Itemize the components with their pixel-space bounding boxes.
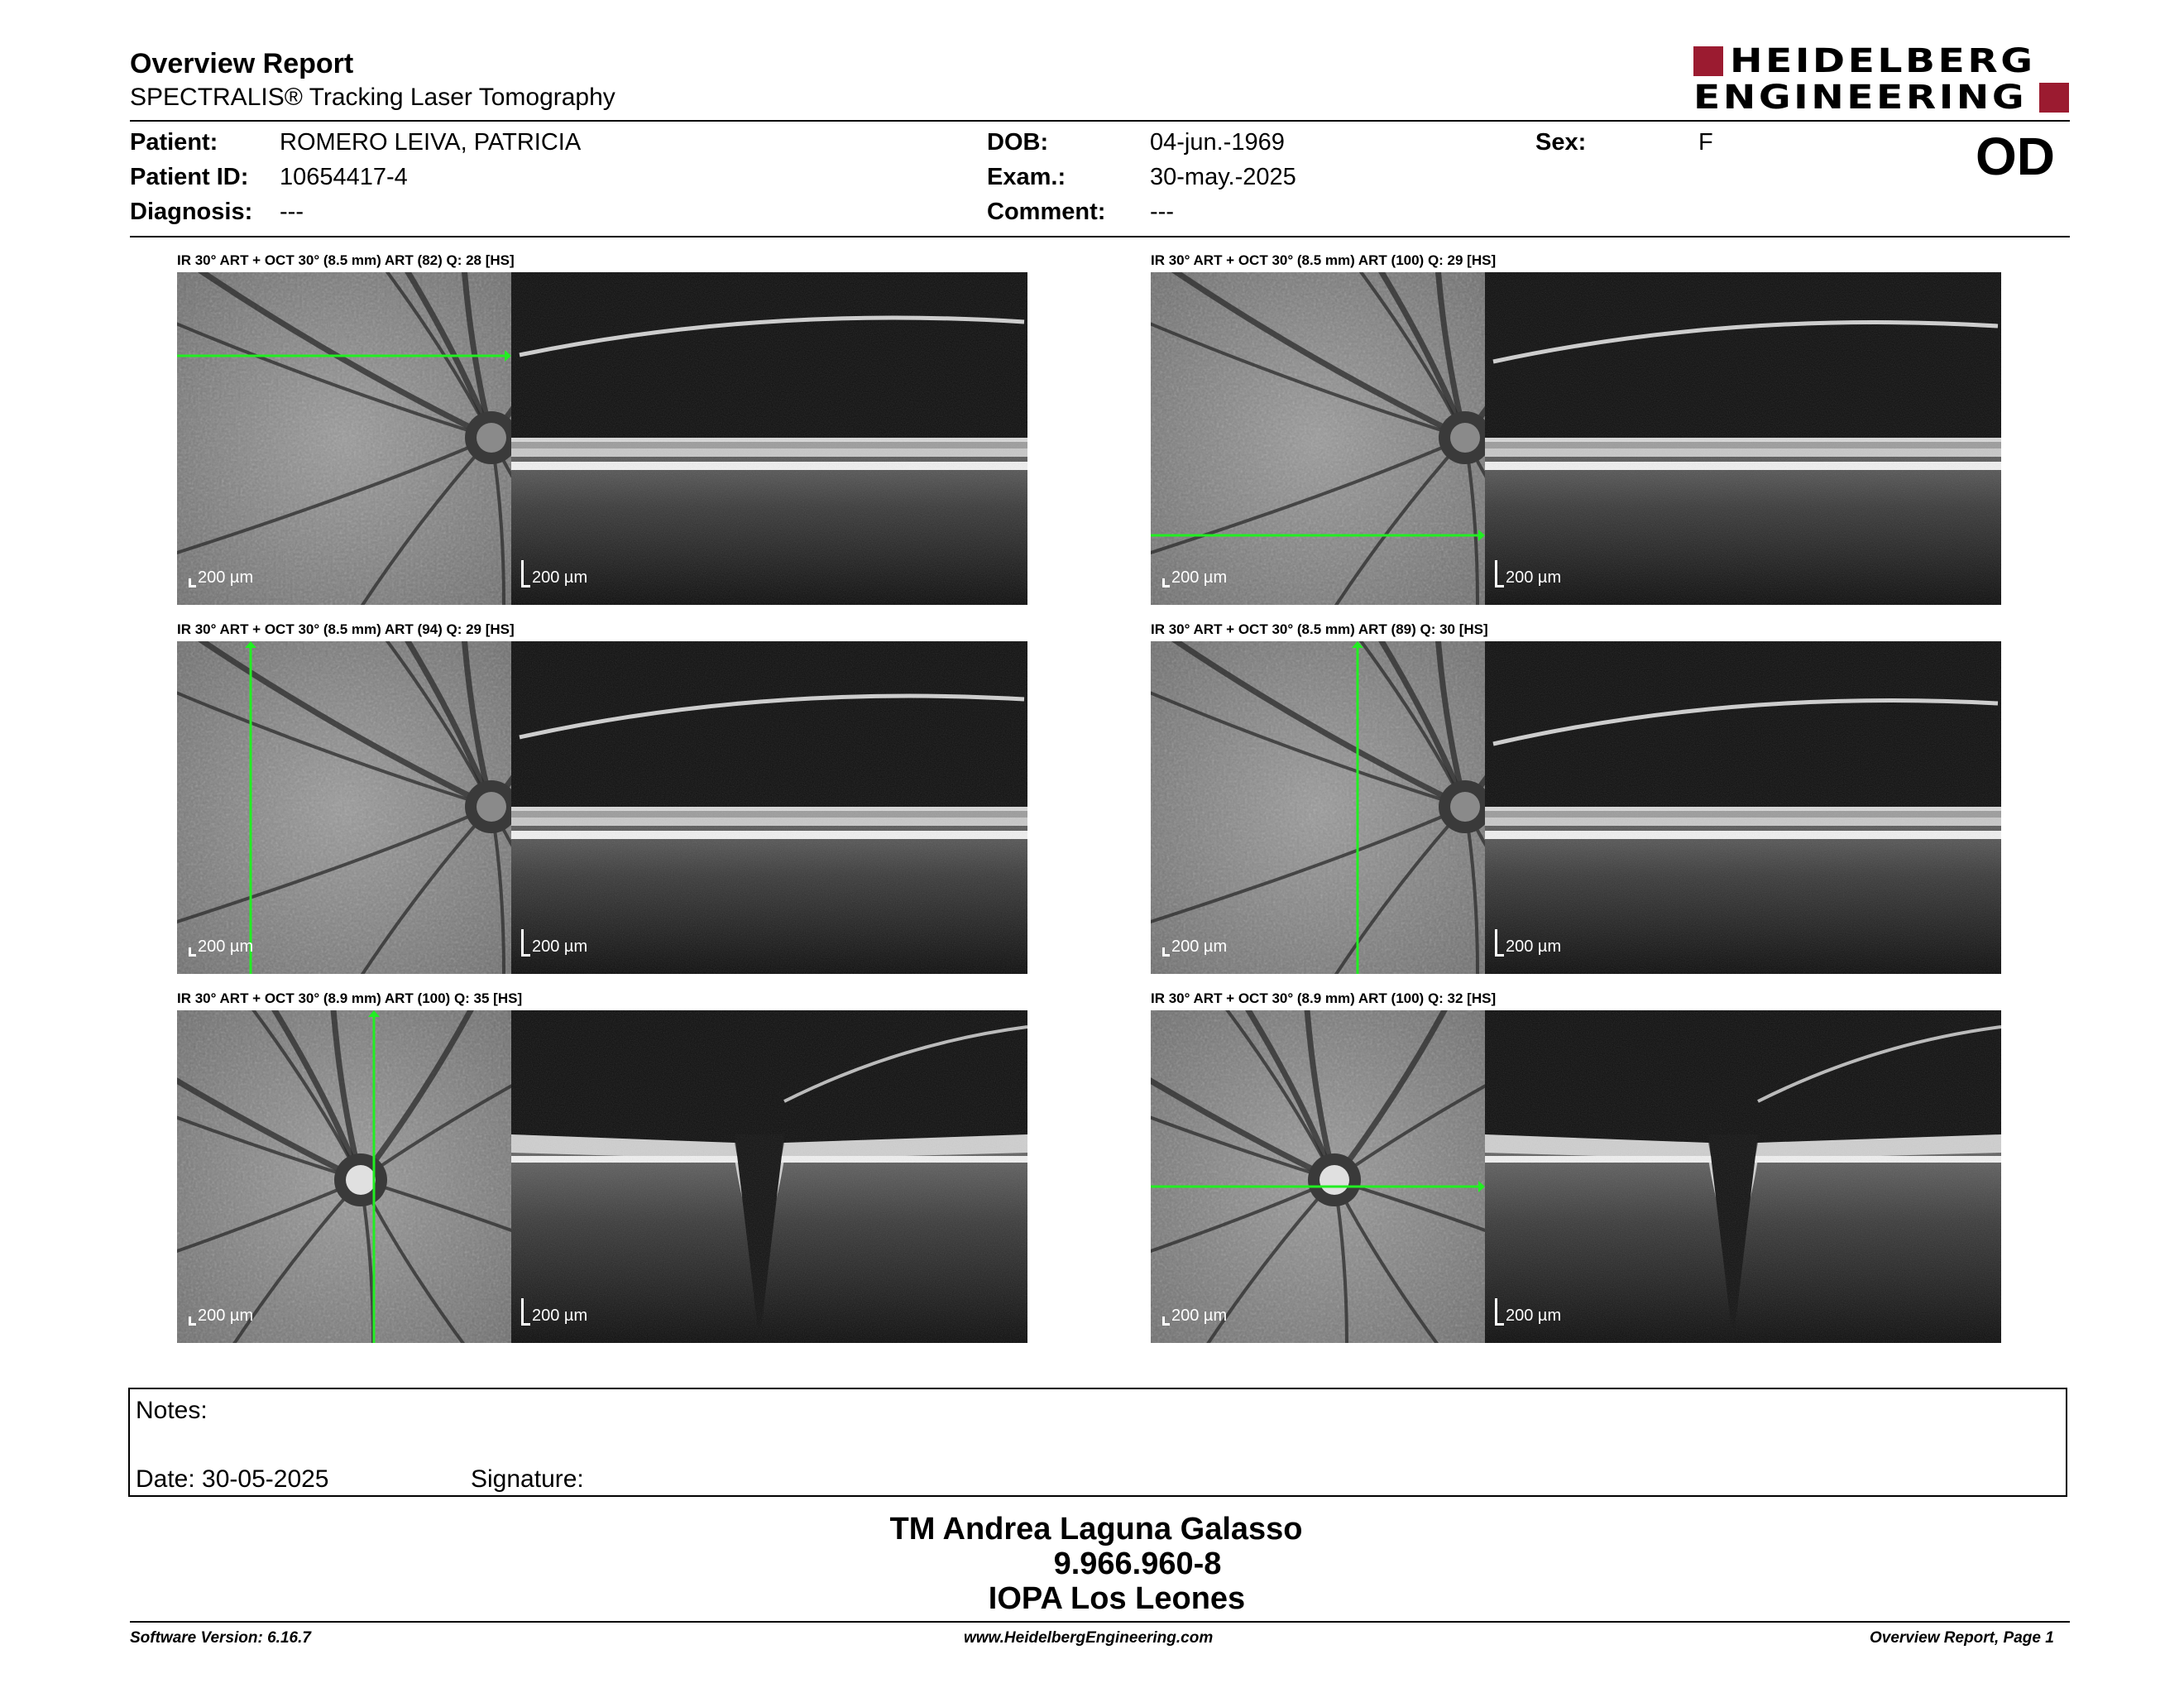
oct-bscan-image <box>511 641 1027 974</box>
ir-scale-label: 200 µm <box>198 938 254 956</box>
scan-caption: IR 30° ART + OCT 30° (8.5 mm) ART (82) Q: 28 [HS] <box>177 252 515 268</box>
exam-label: Exam.: <box>987 164 1066 190</box>
diagnosis-value: --- <box>280 199 304 225</box>
dob-value: 04-jun.-1969 <box>1150 129 1285 156</box>
logo-line-2: ENGINEERING <box>1693 79 2028 117</box>
scan-caption: IR 30° ART + OCT 30° (8.9 mm) ART (100) Q: 35 [HS] <box>177 990 523 1006</box>
ir-scale-bar <box>1162 568 1227 587</box>
date-label: Date: 30-05-2025 <box>136 1465 329 1493</box>
ir-fundus-image <box>1151 641 1485 974</box>
stamp-name: TM Andrea Laguna Galasso <box>889 1512 1303 1547</box>
scan-panel <box>1151 272 2001 605</box>
oct-scale-label: 200 µm <box>532 568 588 587</box>
scan-panel <box>1151 641 2001 974</box>
scale-bar-icon <box>521 560 530 587</box>
patient-id-value: 10654417-4 <box>280 164 408 190</box>
diagnosis-label: Diagnosis: <box>130 199 253 225</box>
patient-id-label: Patient ID: <box>130 164 249 190</box>
scale-bar-icon <box>521 929 530 957</box>
scan-caption: IR 30° ART + OCT 30° (8.5 mm) ART (94) Q: 29 [HS] <box>177 621 515 637</box>
logo-square-icon <box>1693 46 1723 76</box>
ir-fundus-image <box>1151 1010 1485 1343</box>
ir-scale-label: 200 µm <box>1171 1307 1228 1325</box>
oct-bscan-image <box>511 272 1027 605</box>
scan-caption: IR 30° ART + OCT 30° (8.5 mm) ART (89) Q: 30 [HS] <box>1151 621 1488 637</box>
oct-scale-bar <box>1495 560 1561 587</box>
scale-bar-icon <box>1162 578 1170 587</box>
patient-label: Patient: <box>130 129 218 156</box>
ir-scale-label: 200 µm <box>198 568 254 587</box>
oct-bscan-image <box>1485 272 2001 605</box>
oct-scale-bar <box>521 929 587 957</box>
ir-scale-bar <box>1162 1307 1227 1326</box>
oct-scale-label: 200 µm <box>1506 1307 1562 1325</box>
oct-bscan-image <box>1485 1010 2001 1343</box>
ir-scale-label: 200 µm <box>198 1307 254 1325</box>
comment-label: Comment: <box>987 199 1106 225</box>
eye-indicator: OD <box>1976 127 2055 186</box>
header-divider <box>130 120 2070 122</box>
dob-label: DOB: <box>987 129 1049 156</box>
scale-bar-icon <box>1162 1316 1170 1326</box>
scale-bar-icon <box>521 1298 530 1326</box>
ir-scale-bar <box>189 1307 253 1326</box>
ir-fundus-image <box>177 272 511 605</box>
oct-scale-label: 200 µm <box>532 938 588 956</box>
scale-bar-icon <box>1495 929 1504 957</box>
scan-panel <box>1151 1010 2001 1343</box>
logo-line-1: HEIDELBERG <box>1730 42 2036 80</box>
notes-label: Notes: <box>136 1397 208 1424</box>
scale-bar-icon <box>189 947 196 957</box>
oct-scale-label: 200 µm <box>1506 568 1562 587</box>
scan-panel <box>177 641 1027 974</box>
logo-square-icon <box>2039 83 2069 113</box>
scale-bar-icon <box>189 578 196 587</box>
stamp-institution: IOPA Los Leones <box>988 1581 1246 1616</box>
ir-scale-label: 200 µm <box>1171 568 1228 587</box>
scan-caption: IR 30° ART + OCT 30° (8.9 mm) ART (100) Q: 32 [HS] <box>1151 990 1497 1006</box>
oct-scale-bar <box>1495 929 1561 957</box>
oct-scale-bar <box>521 560 587 587</box>
ir-fundus-image <box>177 1010 511 1343</box>
scale-bar-icon <box>1495 560 1504 587</box>
report-title: Overview Report <box>130 48 354 79</box>
oct-bscan-image <box>511 1010 1027 1343</box>
stamp-id: 9.966.960-8 <box>1053 1547 1222 1581</box>
scan-panel <box>177 272 1027 605</box>
sex-label: Sex: <box>1535 129 1587 156</box>
ir-fundus-image <box>1151 272 1485 605</box>
heidelberg-logo <box>1693 42 2070 117</box>
scale-bar-icon <box>1162 947 1170 957</box>
ir-scale-bar <box>189 938 253 957</box>
comment-value: --- <box>1150 199 1174 225</box>
ir-scale-bar <box>189 568 253 587</box>
software-version: Software Version: 6.16.7 <box>130 1629 311 1647</box>
exam-value: 30-may.-2025 <box>1150 164 1296 190</box>
ir-fundus-image <box>177 641 511 974</box>
oct-scale-bar <box>521 1298 587 1326</box>
notes-box <box>128 1388 2067 1497</box>
patient-name: ROMERO LEIVA, PATRICIA <box>280 129 582 156</box>
ir-scale-label: 200 µm <box>1171 938 1228 956</box>
scan-caption: IR 30° ART + OCT 30° (8.5 mm) ART (100) Q: 29 [HS] <box>1151 252 1497 268</box>
oct-scale-label: 200 µm <box>532 1307 588 1325</box>
footer-divider <box>130 1621 2070 1623</box>
oct-bscan-image <box>1485 641 2001 974</box>
scale-bar-icon <box>1495 1298 1504 1326</box>
report-subtitle: SPECTRALIS® Tracking Laser Tomography <box>130 84 615 111</box>
scale-bar-icon <box>189 1316 196 1326</box>
page-number: Overview Report, Page 1 <box>1870 1629 2054 1647</box>
ir-scale-bar <box>1162 938 1227 957</box>
patient-divider <box>130 236 2070 237</box>
oct-scale-label: 200 µm <box>1506 938 1562 956</box>
scan-panel <box>177 1010 1027 1343</box>
sex-value: F <box>1698 129 1713 156</box>
signature-label: Signature: <box>471 1465 584 1493</box>
oct-scale-bar <box>1495 1298 1561 1326</box>
website-link[interactable]: www.HeidelbergEngineering.com <box>964 1629 1214 1647</box>
